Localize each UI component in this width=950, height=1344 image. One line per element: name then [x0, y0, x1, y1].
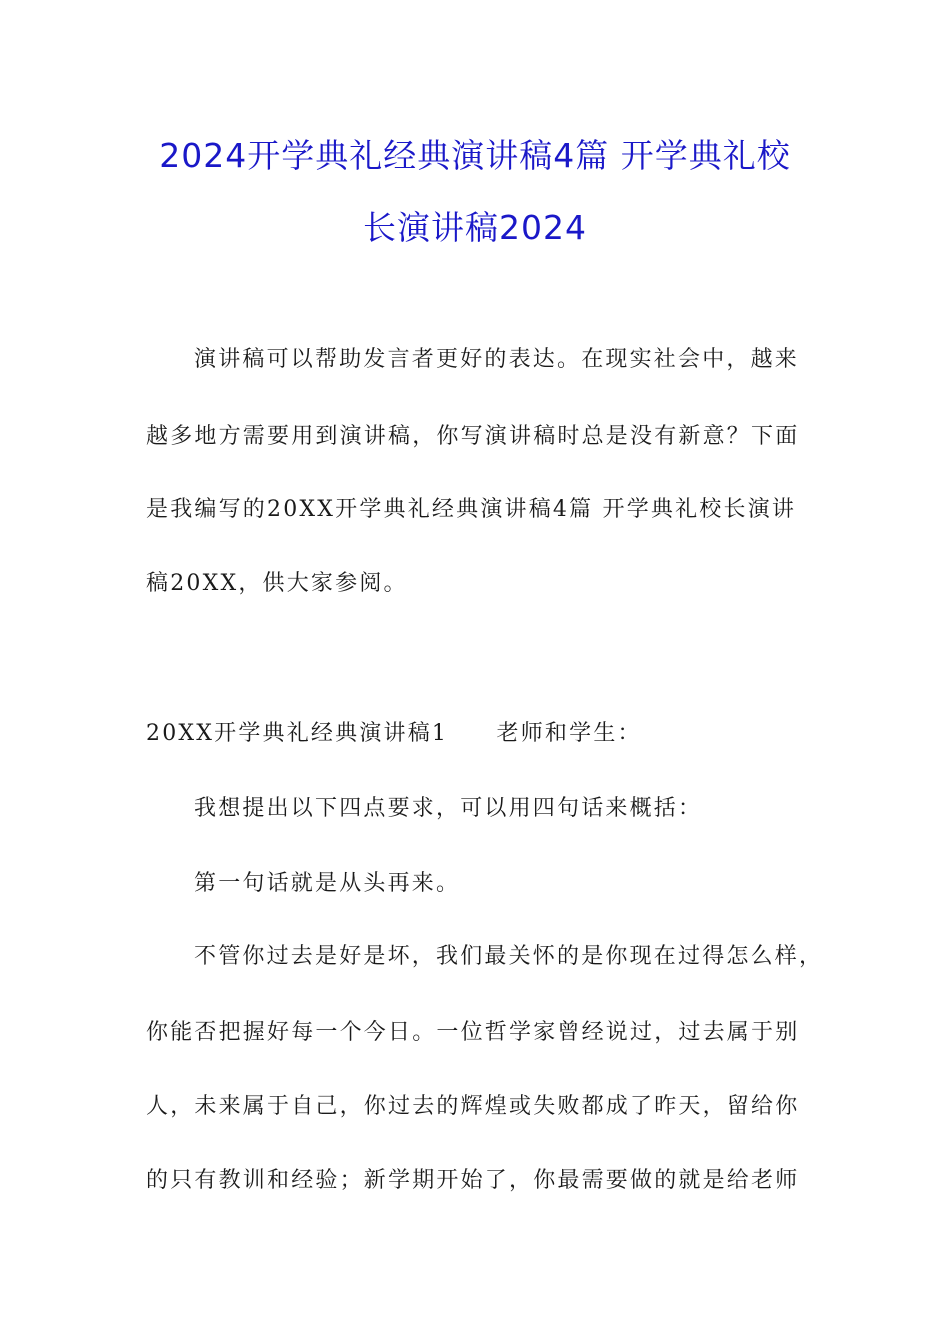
- intro-line-1: 演讲稿可以帮助发言者更好的表达。在现实社会中，越来: [194, 347, 800, 372]
- document-title-line-2: 长演讲稿2024: [363, 208, 587, 247]
- intro-line-3: 是我编写的20XX开学典礼经典演讲稿4篇 开学典礼校长演讲: [146, 497, 797, 522]
- speech-paragraph-3-line-1: 不管你过去是好是坏，我们最关怀的是你现在过得怎么样，: [194, 944, 824, 969]
- speech-paragraph-3-line-2: 你能否把握好每一个今日。一位哲学家曾经说过，过去属于别: [146, 1020, 800, 1045]
- speech-paragraph-3-line-4: 的只有教训和经验；新学期开始了，你最需要做的就是给老师: [146, 1168, 800, 1193]
- speech-paragraph-1: 我想提出以下四点要求，可以用四句话来概括：: [194, 796, 703, 821]
- speech-paragraph-2: 第一句话就是从头再来。: [194, 871, 461, 896]
- intro-line-4: 稿20XX，供大家参阅。: [146, 571, 408, 596]
- document-title-line-1: 2024开学典礼经典演讲稿4篇 开学典礼校: [159, 136, 791, 175]
- intro-line-2: 越多地方需要用到演讲稿，你写演讲稿时总是没有新意？下面: [146, 424, 800, 449]
- speech-paragraph-3-line-3: 人，未来属于自己，你过去的辉煌或失败都成了昨天，留给你: [146, 1094, 800, 1119]
- speech-heading: 20XX开学典礼经典演讲稿1 老师和学生：: [146, 721, 642, 746]
